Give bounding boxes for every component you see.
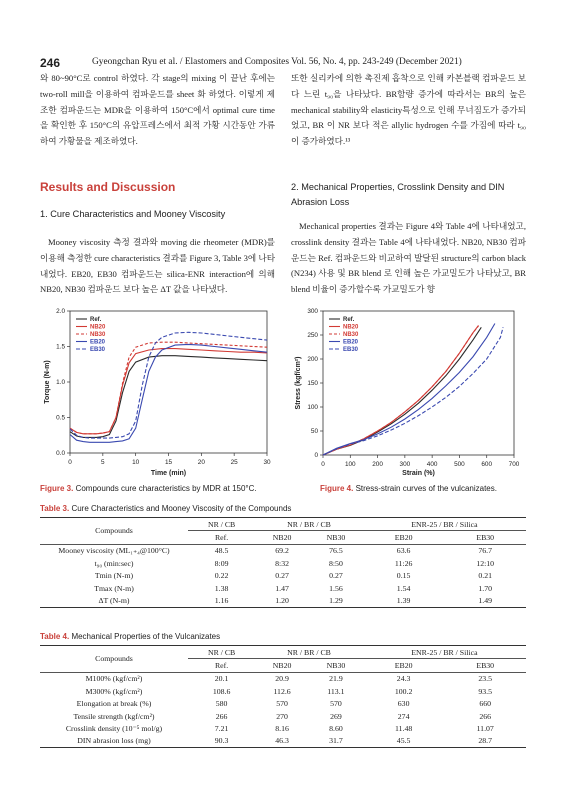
table-cell: 570 [276, 699, 288, 709]
table-cell: 76.5 [329, 546, 343, 556]
table-row [40, 544, 526, 557]
y-tick-label: 2.0 [56, 308, 65, 316]
table-cell: 0.27 [275, 571, 289, 581]
table-cell: 100.2 [394, 686, 413, 696]
y-tick-label: 150 [307, 380, 318, 388]
table-row [40, 594, 526, 607]
legend-label: Ref. [343, 317, 355, 324]
series-line-ref [70, 356, 267, 438]
running-title: Gyeongchan Ryu et al. / Elastomers and Composites Vol. 56, No. 4, pp. 243-249 (December 2021) [92, 57, 462, 67]
left-paragraph-2: Mooney viscosity 측정 결과와 moving die rheometer (MDR)를 이용해 측정한 cure characteristics 결과를 Figure 3, Table 3에 나타내었다. EB20, EB30 컴파운드는 silica-ENR interaction에 의해 NB20, NB30 컴파운드 보다 높은 ΔT 값을 나타냈다. [40, 237, 275, 295]
table-stub-header: Compounds [40, 646, 188, 673]
table-cell: 11.48 [395, 724, 413, 734]
table-row-label: M300% (kgf/cm²) [85, 686, 143, 696]
table-subheader: EB20 [363, 659, 445, 672]
table-group-header: ENR-25 / BR / Silica [363, 518, 526, 531]
table-subheader: Ref. [188, 531, 255, 544]
table-cell: 8.16 [275, 724, 289, 734]
table-subheader: Ref. [188, 659, 255, 672]
y-tick-label: 1.0 [56, 379, 65, 387]
table-cell: 8.60 [329, 724, 343, 734]
table-cell: 1.39 [363, 594, 445, 607]
figure-3-caption-label: Figure 3. [40, 484, 74, 493]
figure-4-caption-text: Stress-strain curves of the vulcanizates. [355, 484, 497, 493]
table-cell: 0.27 [329, 571, 343, 581]
table-cell: 7.21 [214, 724, 229, 734]
table-header-row [40, 518, 526, 531]
table-cell: 8:50 [328, 558, 343, 568]
y-tick-label: 200 [307, 356, 318, 364]
x-axis-label: Strain (%) [402, 470, 435, 477]
table-cell: 269 [330, 711, 342, 721]
figure-3-caption-text: Compounds cure characteristics by MDR at 150°C. [75, 484, 257, 493]
figure-3-chart [40, 305, 275, 477]
table-cell: 1.38 [214, 583, 229, 593]
table-row-label: Tmin (N-m) [94, 571, 134, 581]
table-row-label: Elongation at break (%) [76, 699, 152, 709]
right-intro-paragraph: 또한 실리카에 의한 촉진제 흡착으로 인해 카본블랙 컴파운드 보다 느린 t₉₀을 나타났다. BR함량 증가에 따라서는 BR의 높은 mechanical stability와 elasticity특성으로 인해 무너짐도가 증가되었고, BR 이 NR 보다 적은 allylic hydrogen 수를 가짐에 따라 t₉₀이 증가하였다.¹³ [291, 73, 526, 147]
x-tick-label: 500 [454, 461, 465, 468]
figure-3-caption [40, 484, 257, 493]
table-cell: 108.6 [212, 686, 231, 696]
table-cell: 48.5 [214, 546, 229, 556]
table-cell: 0.15 [396, 571, 411, 581]
legend-label: NB30 [90, 332, 106, 339]
table-group-header: ENR-25 / BR / Silica [363, 646, 526, 659]
legend-label: NB20 [343, 324, 359, 331]
subsection-title-1: 1. Cure Characteristics and Mooney Viscosity [40, 209, 226, 219]
table-group-header: NR / CB [188, 646, 255, 659]
table-cell: 112.6 [273, 686, 291, 696]
table-group-header: NR / BR / CB [255, 518, 363, 531]
table-cell: 23.5 [478, 674, 493, 684]
table-cell: 11.07 [476, 724, 494, 734]
table-row [40, 672, 526, 685]
table-subheader: EB30 [444, 659, 526, 672]
table-cell: 31.7 [309, 735, 363, 748]
right-paragraph-2: Mechanical properties 결과는 Figure 4와 Table 4에 나타내었고, crosslink density 결과는 Table 4에 나타내었다. NB20, NB30 컴파운드는 Ref. 컴파운드와 비교하여 발달된 structure의 carbon black (N234) 사용 및 BR blend 로 인해 높은 가교밀도가 나타났고, BR blend 비율이 증가할수록 가교밀도가 향 [291, 221, 526, 295]
x-tick-label: 200 [372, 461, 383, 468]
table-row [40, 570, 526, 582]
table-cell: 266 [215, 711, 228, 721]
table-row [40, 685, 526, 697]
table-cell: 20.9 [275, 674, 289, 684]
table-subheader: NB20 [255, 659, 309, 672]
table-cell: 1.56 [329, 583, 343, 593]
series-line-nb20 [70, 349, 267, 434]
table-cell: 660 [479, 699, 492, 709]
table-cell: 11:26 [394, 558, 413, 568]
x-tick-label: 25 [230, 459, 238, 466]
table-cell: 8:32 [275, 558, 290, 568]
table-cell: 0.22 [214, 571, 229, 581]
table-cell: 0.21 [478, 571, 493, 581]
table-cell: 274 [397, 711, 410, 721]
table-cell: 1.49 [444, 594, 526, 607]
table-4-title-text: Mechanical Properties of the Vulcanizates [71, 632, 221, 641]
table-cell: 580 [215, 699, 228, 709]
x-tick-label: 30 [263, 459, 271, 466]
figure-4-caption [320, 484, 497, 493]
x-tick-label: 0 [321, 461, 325, 468]
x-tick-label: 100 [344, 461, 356, 468]
figure-4-caption-label: Figure 4. [320, 484, 354, 493]
table-row-label: Tensile strength (kgf/cm²) [73, 711, 155, 721]
y-tick-label: 1.5 [56, 343, 65, 351]
table-cell: 270 [276, 711, 288, 721]
table-cell: 12:10 [476, 558, 495, 568]
x-tick-label: 0 [68, 459, 72, 466]
x-tick-label: 20 [197, 459, 205, 466]
table-row-label: ΔT (N-m) [40, 594, 188, 607]
legend-label: NB20 [90, 324, 106, 331]
left-intro-paragraph: 와 80~90°C로 control 하였다. 각 stage의 mixing 이 끝난 후에는 two-roll mill을 이용하여 컴파운드를 sheet 화 하였다. 이렇게 제조한 컴파운드는 MDR을 이용하여 150°C에서 optimal cure time을 확인한 후 150°C의 유압프레스에서 최적 가황 시간동안 가류하여 가황물을 제조하였다. [40, 73, 275, 147]
legend-label: EB20 [90, 339, 106, 346]
table-cell: 76.7 [478, 546, 493, 556]
x-tick-label: 15 [164, 459, 173, 466]
table-cell: 28.7 [444, 735, 526, 748]
table-row-label: DIN abrasion loss (mg) [40, 735, 188, 748]
table-cell: 45.5 [363, 735, 445, 748]
table-row-label: Mooney viscosity (ML₁₊₄@100°C) [58, 546, 170, 556]
y-tick-label: 250 [307, 332, 318, 340]
table-cell: 8:09 [214, 558, 229, 568]
table-subheader: EB20 [363, 531, 445, 544]
x-tick-label: 700 [508, 461, 520, 468]
y-axis-label: Torque (N-m) [44, 360, 51, 404]
table-cell: 24.3 [396, 674, 411, 684]
table-cell: 630 [397, 699, 410, 709]
y-tick-label: 0 [314, 452, 318, 460]
table-subheader: NB30 [309, 659, 363, 672]
table-cell: 1.54 [396, 583, 411, 593]
table-cell: 266 [479, 711, 492, 721]
table-subheader: EB30 [444, 531, 526, 544]
table-header-row [40, 646, 526, 659]
table-cell: 1.20 [255, 594, 309, 607]
table-cell: 63.6 [396, 546, 411, 556]
table-row-label: t₉₀ (min:sec) [94, 558, 134, 568]
table-3 [40, 517, 526, 608]
table-3-title-text: Cure Characteristics and Mooney Viscosity of the Compounds [71, 504, 292, 513]
x-axis-label: Time (min) [150, 470, 187, 477]
table-row-label: Tmax (N-m) [94, 583, 134, 593]
table-cell: 1.29 [309, 594, 363, 607]
y-tick-label: 0.5 [56, 414, 65, 422]
table-cell: 1.70 [478, 583, 493, 593]
table-4-title-label: Table 4. [40, 632, 70, 641]
table-subheader: NB30 [309, 531, 363, 544]
table-row [40, 582, 526, 594]
legend-label: EB30 [90, 347, 106, 354]
table-cell: 113.1 [327, 686, 345, 696]
y-tick-label: 300 [307, 308, 318, 316]
figure-4-chart [291, 305, 526, 477]
table-cell: 1.16 [188, 594, 255, 607]
table-stub-header: Compounds [40, 518, 188, 545]
table-cell: 93.5 [478, 686, 493, 696]
table-subheader: NB20 [255, 531, 309, 544]
table-row [40, 722, 526, 734]
x-tick-label: 5 [101, 459, 105, 466]
table-row-label: Crosslink density (10⁻⁵ mol/g) [65, 724, 163, 734]
table-cell: 570 [330, 699, 342, 709]
table-3-title-label: Table 3. [40, 504, 70, 513]
x-tick-label: 400 [426, 461, 438, 468]
table-cell: 46.3 [255, 735, 309, 748]
legend-label: EB30 [343, 347, 359, 354]
section-title: Results and Discussion [40, 180, 176, 194]
y-tick-label: 0.0 [56, 450, 65, 458]
table-cell: 21.9 [329, 674, 343, 684]
table-row [40, 735, 526, 748]
x-tick-label: 10 [132, 459, 140, 466]
table-group-header: NR / BR / CB [255, 646, 363, 659]
table-3-title [40, 504, 291, 513]
x-tick-label: 300 [399, 461, 411, 468]
table-group-header: NR / CB [188, 518, 255, 531]
table-cell: 69.2 [275, 546, 289, 556]
y-axis-label: Stress (kgf/cm²) [295, 356, 302, 410]
y-tick-label: 50 [310, 428, 318, 436]
table-row [40, 557, 526, 569]
table-4 [40, 645, 526, 748]
table-row [40, 710, 526, 722]
legend-label: EB20 [343, 339, 359, 346]
page-number: 246 [40, 56, 61, 70]
table-cell: 20.1 [214, 674, 229, 684]
table-4-title [40, 632, 220, 641]
table-cell: 1.47 [275, 583, 289, 593]
legend-label: NB30 [343, 332, 359, 339]
table-row [40, 698, 526, 710]
table-cell: 90.3 [188, 735, 255, 748]
subsection-title-2: 2. Mechanical Properties, Crosslink Density and DIN Abrasion Loss [291, 182, 505, 207]
y-tick-label: 100 [307, 404, 318, 412]
x-tick-label: 600 [481, 461, 493, 468]
legend-label: Ref. [90, 317, 102, 324]
table-row-label: M100% (kgf/cm²) [85, 674, 143, 684]
